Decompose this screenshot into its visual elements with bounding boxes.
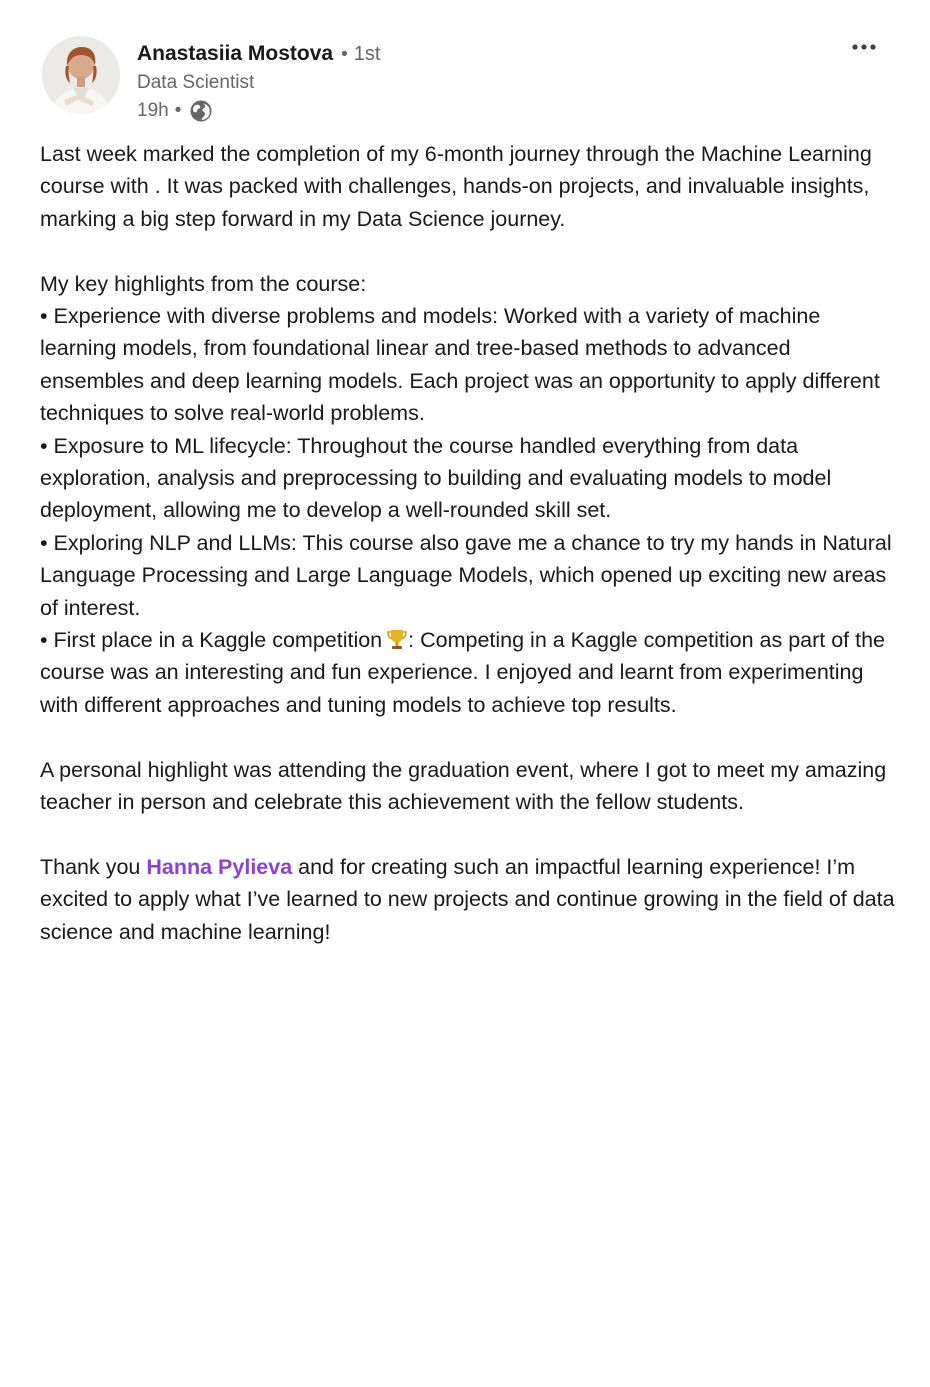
highlights-title: My key highlights from the course:	[40, 271, 367, 296]
trophy-icon	[386, 627, 408, 649]
personal-highlight: A personal highlight was attending the graduation event, where I got to meet my amazing teacher in person and celebrate this achievement with the fellow students.	[40, 757, 887, 815]
paragraph-gap	[40, 819, 896, 851]
post-body	[40, 138, 896, 948]
post-intro: Last week marked the completion of my 6-month journey through the Machine Learning course with . It was packed with challenges, hands-on projects, and invaluable insights, marking a big step forward in my Data Science journey.	[40, 142, 872, 231]
post-time[interactable]: 19h	[137, 100, 169, 121]
paragraph-gap	[40, 235, 896, 267]
author-meta	[137, 40, 380, 125]
post-header	[42, 36, 380, 125]
separator-dot: •	[341, 44, 348, 65]
author-name[interactable]: Anastasiia Mostova	[137, 42, 334, 65]
highlight-item: • Exposure to ML lifecycle: Throughout the course handled everything from data exploration, analysis and preprocessing to building and evaluating models to model deployment, allowing me to develop a well-rounded skill set.	[40, 433, 832, 523]
thanks-paragraph	[40, 851, 896, 948]
highlight-item-kaggle	[40, 624, 896, 721]
post-timestamp-row	[137, 97, 380, 125]
author-name-row	[137, 40, 380, 69]
author-avatar[interactable]	[42, 36, 120, 114]
paragraph-gap	[40, 721, 896, 753]
highlight-item: • Experience with diverse problems and models: Worked with a variety of machine learning models, from foundational linear and tree-based methods to advanced ensembles and deep learning models. Each project was an opportunity to apply different techniques to solve real-world problems.	[40, 304, 880, 426]
thanks-text-start: Thank you	[40, 854, 147, 879]
avatar-photo-icon	[42, 36, 120, 114]
mention-link[interactable]: Hanna Pylieva	[146, 854, 293, 879]
kaggle-text-start: • First place in a Kaggle competition	[40, 628, 383, 653]
kaggle-text-end: : Competing in a Kaggle competition as part of the course was an interesting and fun experience. I enjoyed and learnt from experimenting with different approaches and tuning models to achieve top results.	[40, 628, 886, 717]
author-headline: Data Scientist	[137, 72, 255, 93]
more-horizontal-icon	[851, 43, 877, 51]
highlight-item: • Exploring NLP and LLMs: This course also gave me a chance to try my hands in Natural Language Processing and Large Language Models, which opened up exciting new areas of interest.	[40, 530, 892, 620]
more-options-button[interactable]	[848, 36, 880, 58]
globe-icon	[189, 99, 213, 123]
connection-degree: 1st	[353, 43, 381, 65]
thanks-text-end: and for creating such an impactful learning experience! I’m excited to apply what I’ve learned to new projects and continue growing in the field of data science and machine learning!	[40, 854, 895, 944]
separator-dot: •	[174, 100, 182, 121]
